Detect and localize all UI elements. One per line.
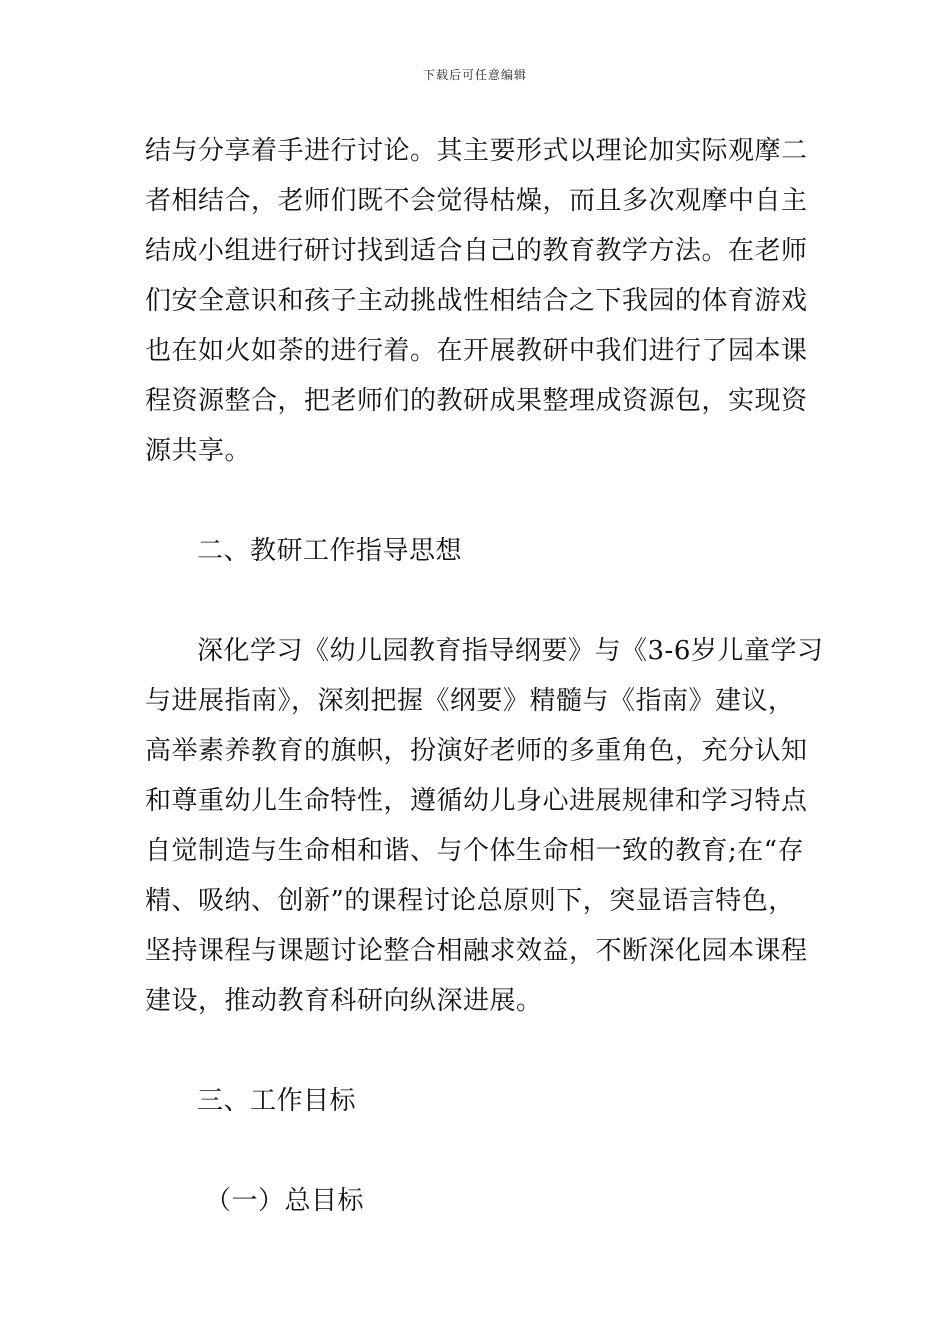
text-line: 建设，推动教育科研向纵深进展。 — [145, 986, 543, 1016]
text-line: 结与分享着手进行讨论。其主要形式以理论加实际观摩二 — [145, 136, 808, 166]
spacer — [145, 1126, 810, 1176]
paragraph-continuation — [145, 126, 810, 476]
subsection-heading: （一）总目标 — [205, 1186, 365, 1216]
text-line: 深化学习《幼儿园教育指导纲要》与《3-6岁儿童学习 — [197, 636, 824, 666]
text-line: 坚持课程与课题讨论整合相融求效益，不断深化园本课程 — [145, 936, 808, 966]
document-body — [145, 126, 824, 1226]
paragraph-guiding-ideas — [145, 626, 824, 1026]
spacer — [145, 476, 810, 526]
text-line: 高举素养教育的旗帜，扮演好老师的多重角色，充分认知 — [145, 736, 808, 766]
text-line: 源共享。 — [145, 436, 252, 466]
text-line: 们安全意识和孩子主动挑战性相结合之下我园的体育游戏 — [145, 286, 808, 316]
page-header: 下载后可任意编辑 — [422, 68, 527, 82]
spacer — [145, 576, 810, 626]
text-line: 者相结合，老师们既不会觉得枯燥，而且多次观摩中自主 — [145, 186, 808, 216]
text-line: 与进展指南》，深刻把握《纲要》精髓与《指南》建议， — [145, 686, 795, 716]
text-line: 和尊重幼儿生命特性，遵循幼儿身心进展规律和学习特点 — [145, 786, 808, 816]
text-line: 结成小组进行研讨找到适合自己的教育教学方法。在老师 — [145, 236, 808, 266]
spacer — [145, 1026, 810, 1076]
text-line: 自觉制造与生命相和谐、与个体生命相一致的教育;在“存 — [145, 836, 805, 866]
section-heading-3: 三、工作目标 — [197, 1086, 357, 1116]
section-heading-2: 二、教研工作指导思想 — [197, 536, 463, 566]
text-line: 也在如火如荼的进行着。在开展教研中我们进行了园本课 — [145, 336, 808, 366]
text-line: 程资源整合，把老师们的教研成果整理成资源包，实现资 — [145, 386, 808, 416]
text-line: 精、吸纳、创新”的课程讨论总原则下，突显语言特色， — [145, 886, 795, 916]
